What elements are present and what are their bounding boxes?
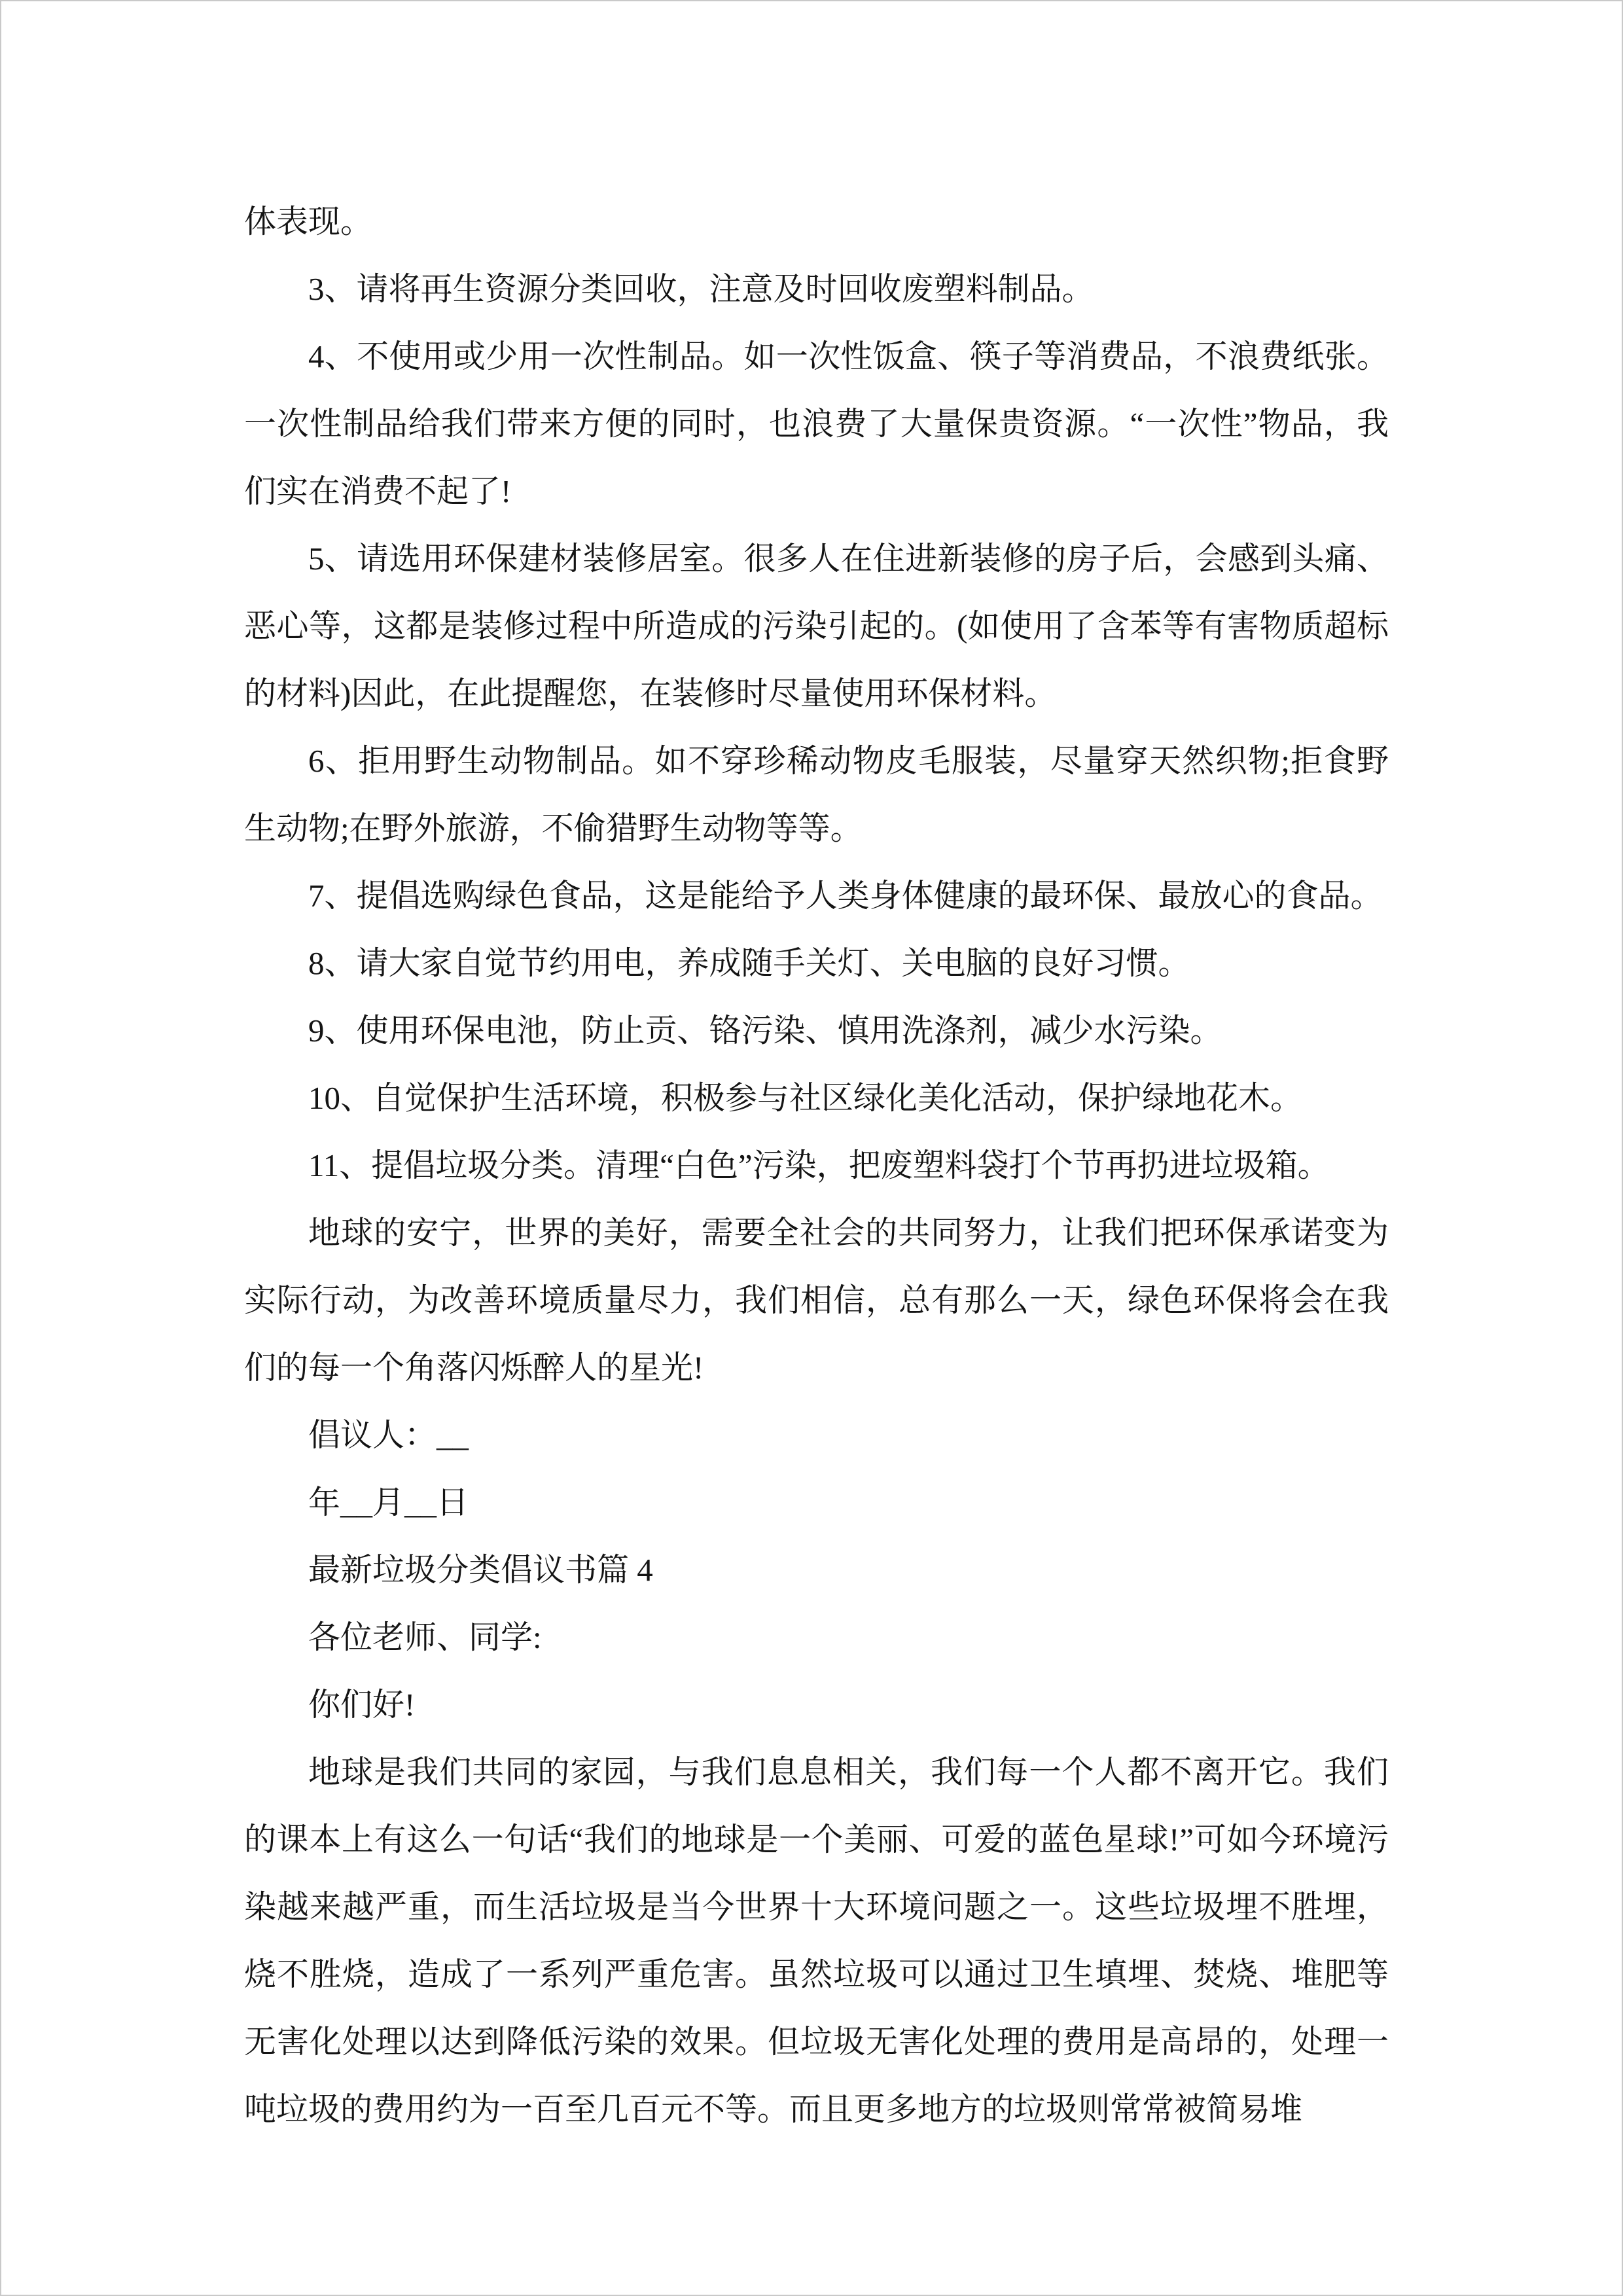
paragraph: 年__月__日 [308, 1484, 469, 1520]
document-body [244, 188, 1389, 2143]
paragraph: 6、拒用野生动物制品。如不穿珍稀动物皮毛服装，尽量穿天然织物;拒食野生动物;在野外旅游，不偷猎野生动物等等。 [244, 743, 1389, 846]
paragraph: 3、请将再生资源分类回收，注意及时回收废塑料制品。 [308, 271, 1094, 307]
paragraph: 7、提倡选购绿色食品，这是能给予人类身体健康的最环保、最放心的食品。 [308, 878, 1383, 914]
paragraph: 最新垃圾分类倡议书篇 4 [308, 1552, 653, 1588]
paragraph: 5、请选用环保建材装修居室。很多人在住进新装修的房子后，会感到头痛、恶心等，这都是装修过程中所造成的污染引起的。(如使用了含苯等有害物质超标的材料)因此，在此提醒您，在装修时尽量使用环保材料。 [244, 541, 1389, 711]
paragraph: 10、自觉保护生活环境，积极参与社区绿化美化活动，保护绿地花木。 [308, 1080, 1303, 1116]
paragraph: 8、请大家自觉节约用电，养成随手关灯、关电脑的良好习惯。 [308, 945, 1190, 981]
paragraph: 各位老师、同学: [308, 1619, 542, 1655]
paragraph: 地球的安宁，世界的美好，需要全社会的共同努力，让我们把环保承诺变为实际行动，为改善环境质量尽力，我们相信，总有那么一天，绿色环保将会在我们的每一个角落闪烁醉人的星光! [244, 1215, 1389, 1386]
paragraph: 倡议人：__ [308, 1417, 469, 1453]
paragraph: 4、不使用或少用一次性制品。如一次性饭盒、筷子等消费品，不浪费纸张。一次性制品给我们带来方便的同时，也浪费了大量保贵资源。“一次性”物品，我们实在消费不起了! [244, 338, 1389, 509]
paragraph: 9、使用环保电池，防止贡、铬污染、慎用洗涤剂，减少水污染。 [308, 1013, 1222, 1049]
paragraph: 11、提倡垃圾分类。清理“白色”污染，把废塑料袋打个节再扔进垃圾箱。 [308, 1147, 1330, 1183]
paragraph: 地球是我们共同的家园，与我们息息相关，我们每一个人都不离开它。我们的课本上有这么一句话“我们的地球是一个美丽、可爱的蓝色星球!”可如今环境污染越来越严重，而生活垃圾是当今世界十大环境问题之一。这些垃圾埋不胜埋，烧不胜烧，造成了一系列严重危害。虽然垃圾可以通过卫生填埋、焚烧、堆肥等无害化处理以达到降低污染的效果。但垃圾无害化处理的费用是高昂的，处理一吨垃圾的费用约为一百至几百元不等。而且更多地方的垃圾则常常被简易堆 [244, 1754, 1389, 2127]
paragraph: 你们好! [308, 1687, 416, 1723]
paragraph: 体表现。 [244, 204, 373, 240]
